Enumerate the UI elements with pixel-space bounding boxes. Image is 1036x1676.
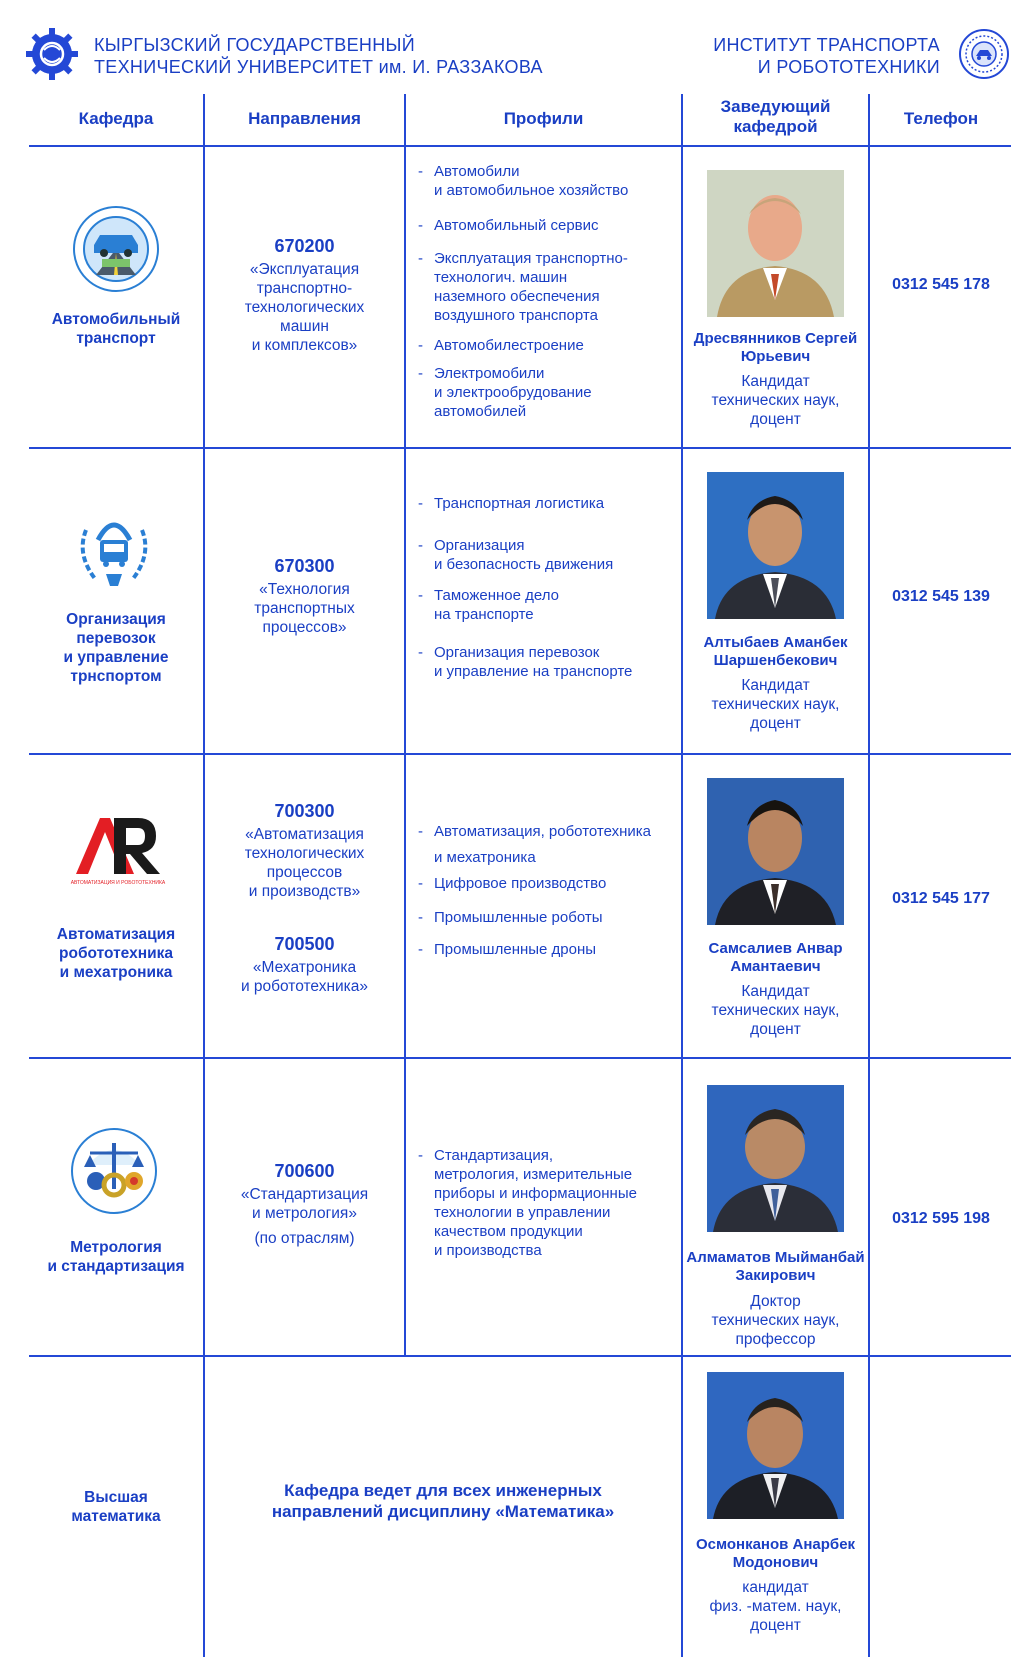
column-header-directions: Направления: [248, 109, 361, 128]
profile-item: - Промышленные роботы: [418, 908, 680, 927]
head-degree-row5: кандидат физ. -матем. наук, доцент: [709, 1579, 842, 1634]
profile-item: - Транспортная логистика: [418, 494, 680, 513]
profile-item: - Цифровое производство: [418, 874, 680, 893]
profile-item: - Организация и безопасность движения: [418, 536, 680, 574]
university-logo-icon: [26, 28, 78, 80]
grid-line: [29, 1057, 1011, 1059]
truck-laurel-emblem-icon: [66, 500, 162, 596]
dept-name-transport-organization: Организация перевозок и управление трнспортом: [63, 611, 169, 685]
head-degree-row4: Доктор технических наук, профессор: [711, 1293, 840, 1348]
profile-item: - Таможенное дело на транспорте: [418, 586, 680, 624]
profile-item: - Автомобилестроение: [418, 336, 680, 355]
head-name-row2: Алтыбаев Аманбек Шаршенбекович: [703, 634, 848, 669]
phone-row2: 0312 545 139: [892, 588, 990, 605]
phone-row1: 0312 545 178: [892, 276, 990, 293]
head-name-row4: Алмаматов Мыйманбай Закирович: [686, 1249, 865, 1284]
ar-automation-logo-icon: [70, 810, 166, 896]
grid-line: [868, 94, 870, 1657]
direction-670200: 670200 «Эксплуатация транспортно- технологических машин и комплексов»: [244, 236, 365, 354]
head-name-row1: Дресвянников Сергей Юрьевич: [693, 330, 858, 365]
profile-item: - Автомобили и автомобильное хозяйство: [418, 162, 680, 200]
direction-700500: 700500 «Мехатроника и робототехника»: [240, 934, 369, 995]
head-photo-samsaliev: [707, 778, 844, 925]
profile-item: - Эксплуатация транспортно- технологич. машин наземного обеспечения воздушного транспорта: [418, 249, 680, 325]
dept-name-automobile-transport: Автомобильный транспорт: [51, 311, 181, 347]
university-title: КЫРГЫЗСКИЙ ГОСУДАРСТВЕННЫЙ ТЕХНИЧЕСКИЙ УНИВЕРСИТЕТ им. И. РАЗЗАКОВА: [94, 35, 543, 77]
grid-line: [29, 1355, 1011, 1357]
head-photo-osmonkanov: [707, 1372, 844, 1519]
institute-title: ИНСТИТУТ ТРАНСПОРТА И РОБОТОТЕХНИКИ: [713, 35, 940, 77]
institute-seal-icon: [958, 28, 1010, 80]
grid-line: [29, 447, 1011, 449]
direction-700600: 700600 «Стандартизация и метрология» (по отраслям): [240, 1161, 369, 1247]
direction-670300: 670300 «Технология транспортных процессов»: [254, 556, 355, 636]
head-photo-almamatov: [707, 1085, 844, 1232]
dept-name-automation: Автоматизация робототехника и мехатроника: [56, 926, 176, 981]
column-header-department: Кафедра: [78, 109, 154, 128]
direction-700300: 700300 «Автоматизация технологических процессов и производств»: [244, 801, 365, 900]
metrology-scales-emblem-icon: [68, 1125, 160, 1217]
profile-item: - Автоматизация, робототехника и мехатроника: [418, 822, 680, 867]
phone-row4: 0312 595 198: [892, 1210, 990, 1227]
grid-line: [29, 753, 1011, 755]
profile-item: - Автомобильный сервис: [418, 216, 680, 235]
grid-line: [681, 94, 683, 1657]
grid-line: [29, 145, 1011, 147]
head-name-row5: Осмонканов Анарбек Модонович: [695, 1536, 856, 1571]
math-department-note: Кафедра ведет для всех инженерных направлений дисциплину «Математика»: [271, 1481, 615, 1521]
head-degree-row2: Кандидат технических наук, доцент: [711, 677, 840, 732]
grid-line: [404, 94, 406, 1357]
profile-item: - Электромобили и электрообрудование автомобилей: [418, 364, 680, 421]
profile-item: - Организация перевозок и управление на транспорте: [418, 643, 680, 681]
dept-name-higher-math: Высшая математика: [71, 1489, 161, 1525]
column-header-head: Заведующий кафедрой: [720, 97, 831, 136]
head-name-row3: Самсалиев Анвар Амантаевич: [708, 940, 843, 975]
phone-row3: 0312 545 177: [892, 890, 990, 907]
car-department-emblem-icon: [72, 205, 160, 293]
profile-item: - Промышленные дроны: [418, 940, 680, 959]
ar-logo-caption: АВТОМАТИЗАЦИЯ И РОБОТОТЕХНИКА: [70, 880, 166, 886]
column-header-phone: Телефон: [903, 109, 979, 128]
head-degree-row1: Кандидат технических наук, доцент: [711, 373, 840, 428]
head-photo-dresvyannikov: [707, 170, 844, 317]
head-degree-row3: Кандидат технических наук, доцент: [711, 983, 840, 1038]
dept-name-metrology: Метрология и стандартизация: [47, 1239, 185, 1275]
profile-item: - Стандартизация, метрология, измерительные приборы и информационные технологии в управлении качеством продукции и производства: [418, 1146, 680, 1260]
head-photo-altybaev: [707, 472, 844, 619]
column-header-profiles: Профили: [503, 109, 584, 128]
